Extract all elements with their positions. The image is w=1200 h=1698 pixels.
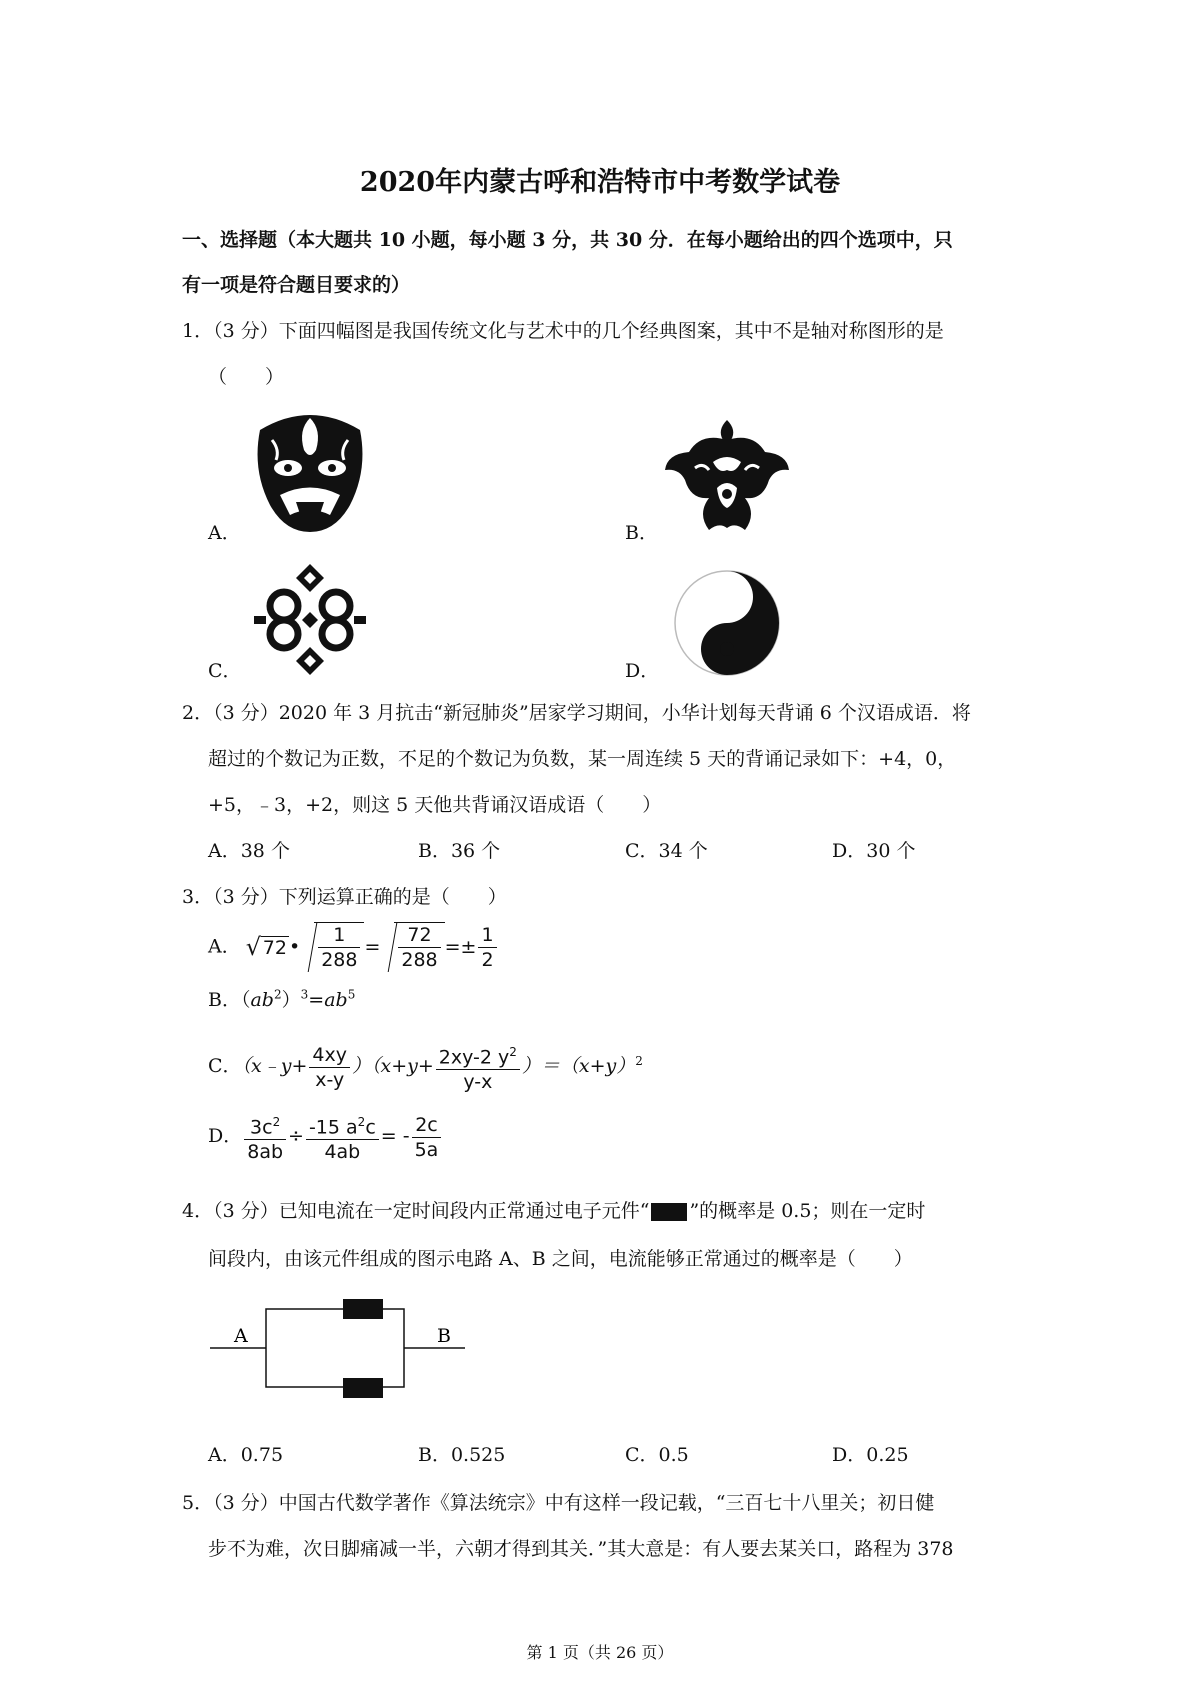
q5-stem-line1: 5．（3 分）中国古代数学著作《算法统宗》中有这样一段记载，“三百七十八里关；初日健 — [182, 1492, 935, 1514]
q3-option-a — [208, 922, 499, 972]
q3-a-sqrt-frac1: $\frac{1}{288}$ — [314, 922, 364, 972]
q3-stem: 3．（3 分）下列运算正确的是（ ） — [182, 886, 507, 908]
q3-a-frac-half: $\frac{1}{2}$ — [478, 923, 496, 972]
q4-stem-line1: 4．（3 分）已知电流在一定时间段内正常通过电子元件“ ”的概率是 0.5；则在一定时 — [182, 1200, 926, 1222]
electronic-component-icon — [651, 1203, 687, 1221]
q1-yin-yang-image — [665, 568, 790, 678]
q1-ornament-image — [665, 418, 790, 533]
circuit-label-a: A — [234, 1325, 248, 1347]
q1-option-d-label: D． — [625, 660, 660, 682]
q1-opera-mask-image — [250, 410, 370, 535]
q3-a-plusminus: =± — [444, 935, 477, 958]
page-footer: 第 1 页（共 26 页） — [526, 1643, 674, 1662]
q1-option-b-label: B． — [625, 522, 658, 544]
q4-circuit-diagram — [210, 1290, 470, 1420]
q4-option-b: B．0.525 — [418, 1444, 506, 1466]
q1-option-c-label: C． — [208, 660, 242, 682]
q2-stem-line3: +5，﹣3，+2，则这 5 天他共背诵汉语成语（ ） — [208, 794, 662, 816]
page-title: 2020年内蒙古呼和浩特市中考数学试卷 — [359, 167, 841, 198]
q2-stem-line2: 超过的个数记为正数，不足的个数记为负数，某一周连续 5 天的背诵记录如下：+4，0， — [208, 748, 957, 770]
circuit-label-b: B — [437, 1325, 451, 1347]
q2-option-c: C．34 个 — [625, 840, 708, 862]
q1-knot-image — [250, 562, 370, 677]
q3-option-b: B．$(ab^2)^3=ab^5$ — [208, 987, 356, 1011]
q3-a-label: A． — [208, 935, 241, 958]
section-heading-line2: 有一项是符合题目要求的） — [182, 274, 411, 296]
q2-option-a: A．38 个 — [208, 840, 290, 862]
q4-stem-line2: 间段内，由该元件组成的图示电路 A、B 之间，电流能够正常通过的概率是（ ） — [208, 1248, 913, 1270]
q4-option-d: D．0.25 — [832, 1444, 909, 1466]
q5-stem-line2: 步不为难，次日脚痛减一半，六朝才得到其关．”其大意是：有人要去某关口，路程为 378 — [208, 1538, 954, 1560]
q3-a-dot: • — [288, 935, 301, 958]
section-heading-line1: 一、选择题（本大题共 10 小题，每小题 3 分，共 30 分．在每小题给出的四个选项中，只 — [182, 229, 953, 251]
q4-option-c: C．0.5 — [625, 1444, 689, 1466]
q1-option-a-label: A． — [208, 522, 241, 544]
q3-option-c: C．（x﹣y+ $\frac{4xy}{x-y}$ ）（x+y+ $\frac{2xy-2 y^2}{y-x}$ ）$=(x+y)^2$ — [208, 1040, 643, 1094]
q1-paren: （ ） — [208, 366, 285, 388]
q1-stem: 1．（3 分）下面四幅图是我国传统文化与艺术中的几个经典图案，其中不是轴对称图形的是 — [182, 320, 944, 342]
q3-a-equals: = — [364, 935, 381, 958]
q3-a-sqrt-frac2: $\frac{72}{288}$ — [394, 922, 444, 972]
q2-stem-line1: 2．（3 分）2020 年 3 月抗击“新冠肺炎”居家学习期间，小华计划每天背诵 6 个汉语成语．将 — [182, 702, 971, 724]
q2-option-b: B．36 个 — [418, 840, 501, 862]
q3-a-sqrt-72: √ 72 — [261, 936, 289, 959]
q4-option-a: A．0.75 — [208, 1444, 284, 1466]
q3-option-d: D． $\frac{3c^2}{8ab}$ ÷ $\frac{-15 a^2c}{4ab}$ = - $\frac{2c}{5a}$ — [208, 1110, 443, 1164]
q2-option-d: D．30 个 — [832, 840, 916, 862]
